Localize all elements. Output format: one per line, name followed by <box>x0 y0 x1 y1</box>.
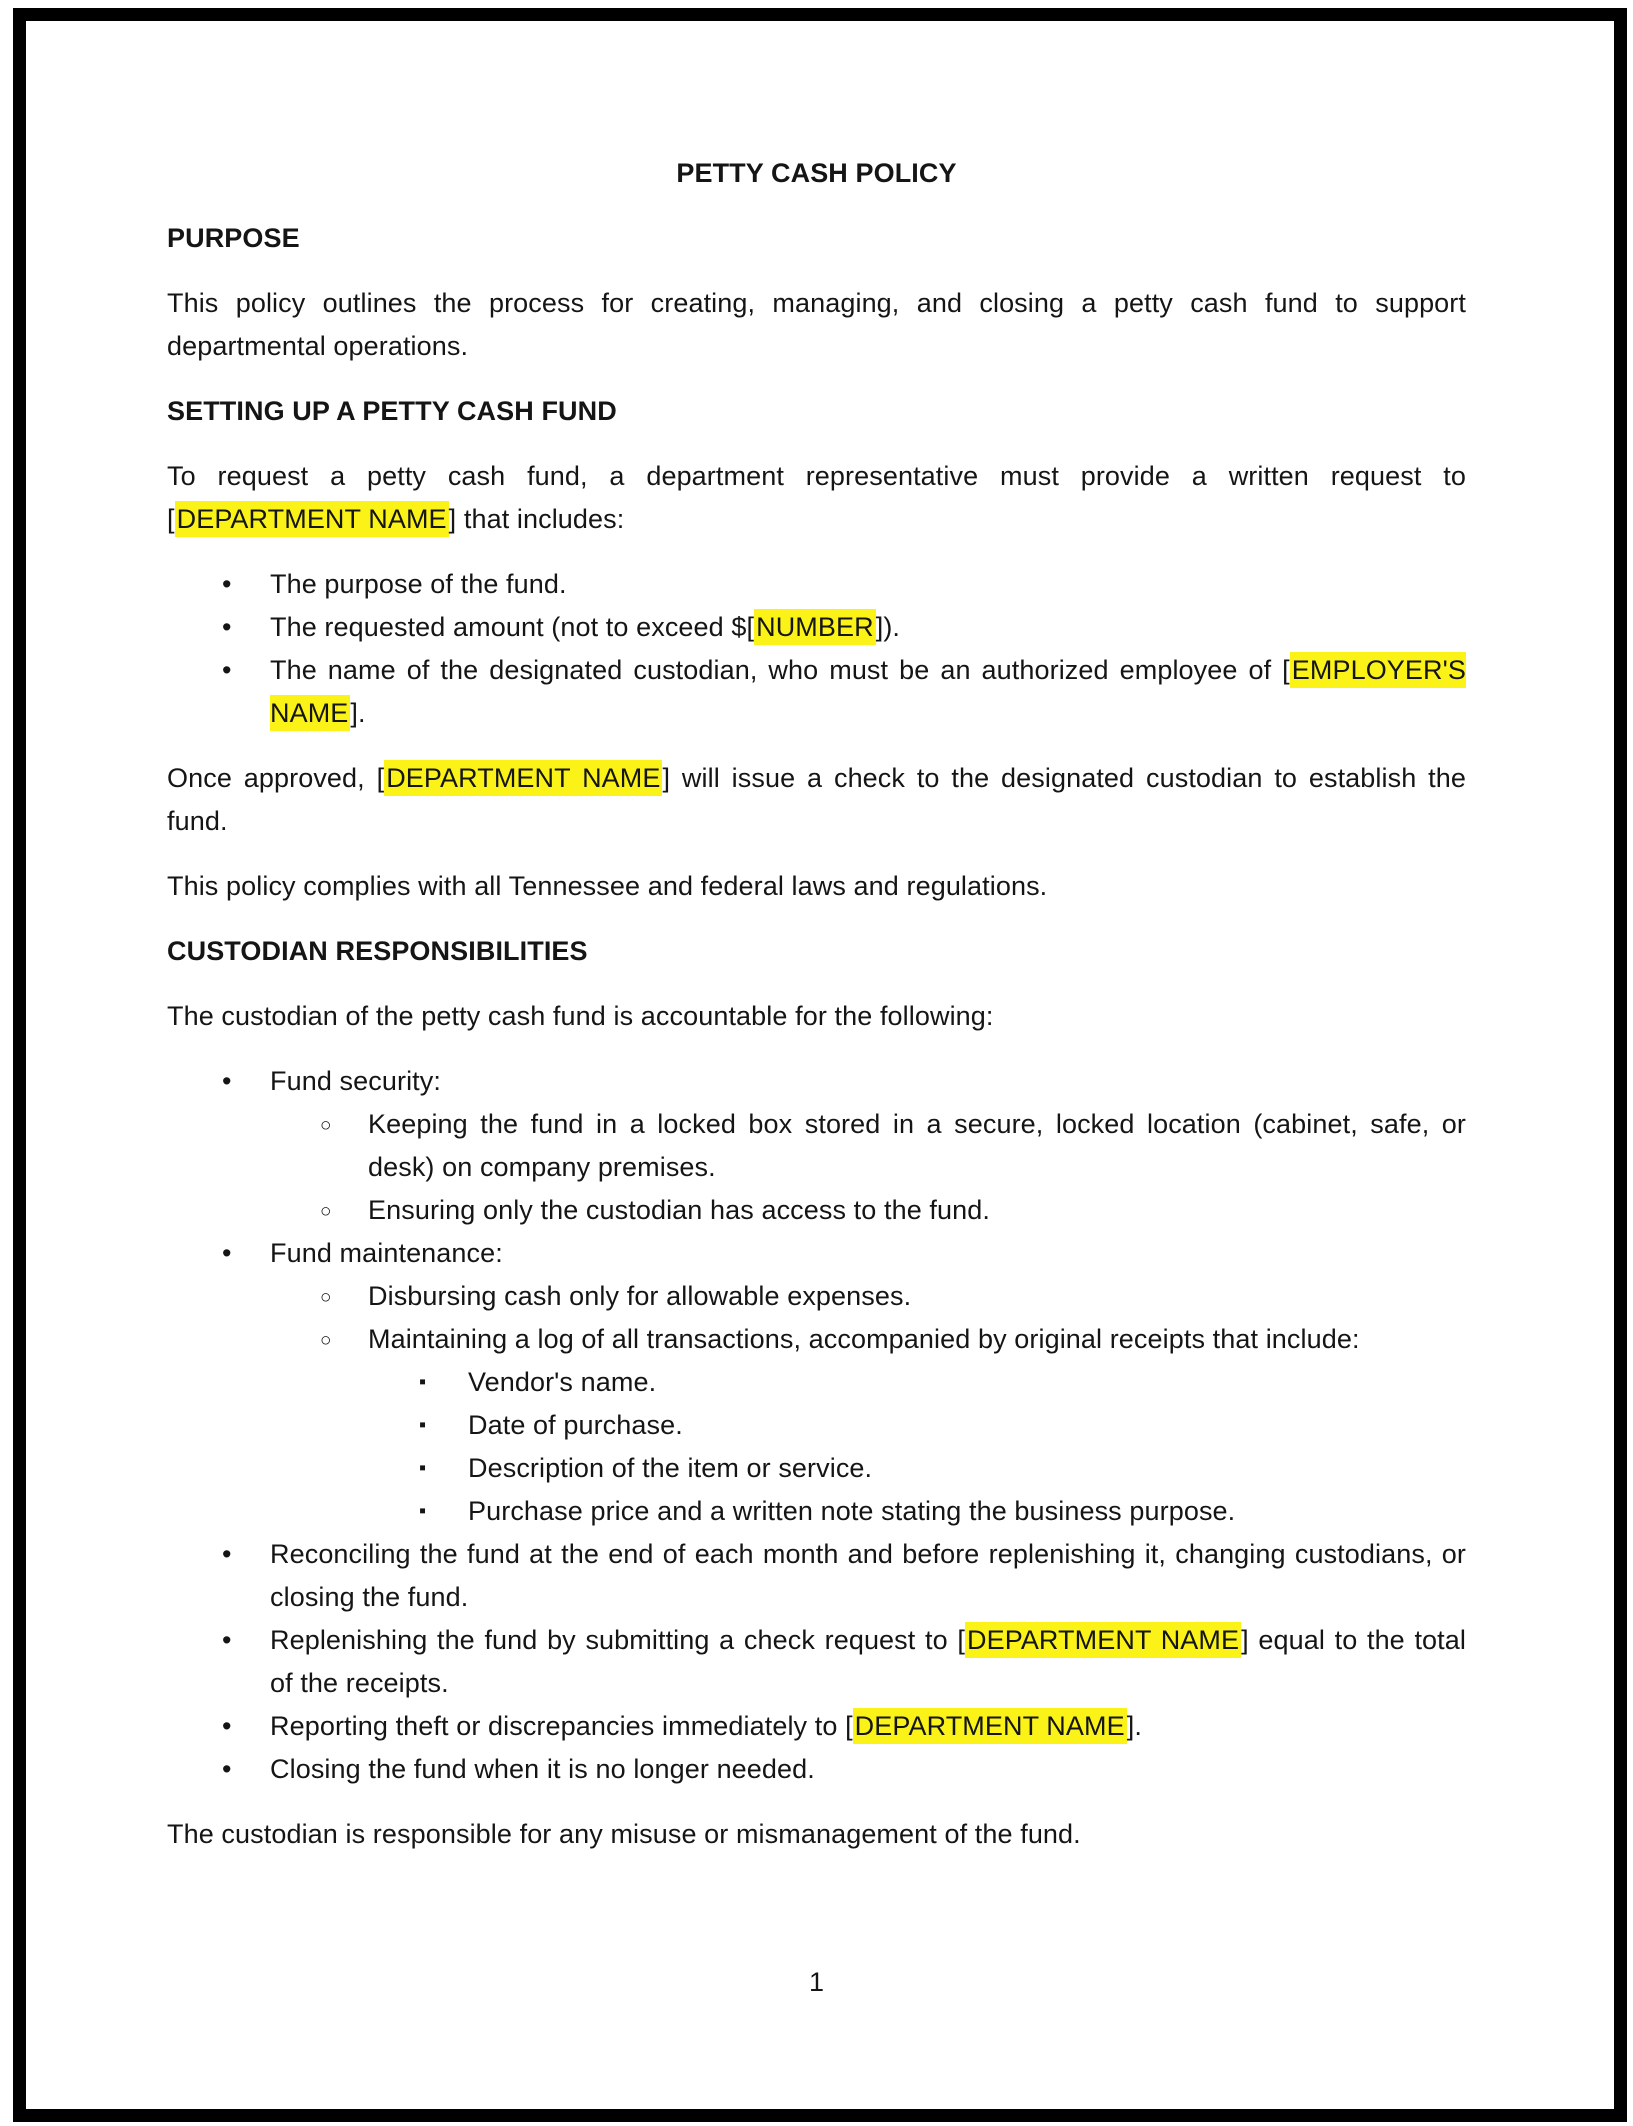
list-item: ▪ Description of the item or service. <box>167 1447 1466 1490</box>
text-segment: ] equal to the total of the receipts. <box>270 1625 1466 1698</box>
placeholder-number: NUMBER <box>754 609 876 645</box>
placeholder-department-name: DEPARTMENT NAME <box>965 1622 1241 1658</box>
placeholder-department-name: DEPARTMENT NAME <box>175 501 449 537</box>
paragraph-setup-intro <box>167 455 1466 541</box>
paragraph-purpose-body: This policy outlines the process for creating, managing, and closing a petty cash fund to support departmental operations. <box>167 288 1466 361</box>
list-item-fund-maintenance: • Fund maintenance: <box>167 1232 1466 1275</box>
list-item: • Reconciling the fund at the end of each month and before replenishing it, changing custodians, or closing the fund. <box>167 1533 1466 1619</box>
text-segment: ]. <box>1126 1711 1142 1741</box>
document-title: PETTY CASH POLICY <box>676 158 957 188</box>
list-item <box>167 1705 1466 1748</box>
paragraph-closing-note: The custodian is responsible for any misuse or mismanagement of the fund. <box>167 1819 1081 1849</box>
list-item: • Closing the fund when it is no longer needed. <box>167 1748 1466 1791</box>
text-segment: Replenishing the fund by submitting a check request to [ <box>270 1625 966 1655</box>
text-segment: Reporting theft or discrepancies immediately to [ <box>270 1711 853 1741</box>
list-item: • The purpose of the fund. <box>167 563 1466 606</box>
paragraph-responsibilities-intro: The custodian of the petty cash fund is accountable for the following: <box>167 1001 994 1031</box>
list-item <box>167 1619 1466 1705</box>
text-segment: ]. <box>350 698 366 728</box>
list-item: ▪ Purchase price and a written note stating the business purpose. <box>167 1490 1466 1533</box>
list-item: ▪ Date of purchase. <box>167 1404 1466 1447</box>
list-item: ▪ Vendor's name. <box>167 1361 1466 1404</box>
list-item-fund-security: • Fund security: <box>167 1060 1466 1103</box>
page-number: 1 <box>808 1967 825 1997</box>
text-segment: To request a petty cash fund, a department representative must provide a written request to [ <box>167 461 1466 534</box>
list-item <box>167 649 1466 735</box>
responsibilities-list <box>167 1060 1466 1791</box>
placeholder-employers-name: EMPLOYER'S NAME <box>270 652 1466 731</box>
heading-purpose: PURPOSE <box>167 223 300 253</box>
paragraph-compliance: This policy complies with all Tennessee and federal laws and regulations. <box>167 871 1048 901</box>
text-segment: The requested amount (not to exceed $[ <box>270 612 755 642</box>
setup-bullet-list <box>167 563 1466 735</box>
heading-custodian-responsibilities: CUSTODIAN RESPONSIBILITIES <box>167 936 588 966</box>
placeholder-department-name: DEPARTMENT NAME <box>853 1708 1127 1744</box>
text-segment: ] that includes: <box>448 504 625 534</box>
placeholder-department-name: DEPARTMENT NAME <box>384 760 662 796</box>
text-segment: The name of the designated custodian, who must be an authorized employee of [ <box>270 655 1290 685</box>
list-item: ○ Keeping the fund in a locked box stored in a secure, locked location (cabinet, safe, or desk) on company premises. <box>167 1103 1466 1189</box>
text-segment: Once approved, [ <box>167 763 385 793</box>
heading-setup: SETTING UP A PETTY CASH FUND <box>167 396 617 426</box>
page-footer <box>167 1961 1466 2004</box>
text-segment: ] will issue a check to the designated custodian to establish the fund. <box>167 763 1466 836</box>
text-segment: ]). <box>875 612 901 642</box>
paragraph-approval <box>167 757 1466 843</box>
list-item <box>167 606 1466 649</box>
list-item: ○ Ensuring only the custodian has access to the fund. <box>167 1189 1466 1232</box>
list-item: ○ Maintaining a log of all transactions, accompanied by original receipts that include: <box>167 1318 1466 1361</box>
list-item: ○ Disbursing cash only for allowable expenses. <box>167 1275 1466 1318</box>
